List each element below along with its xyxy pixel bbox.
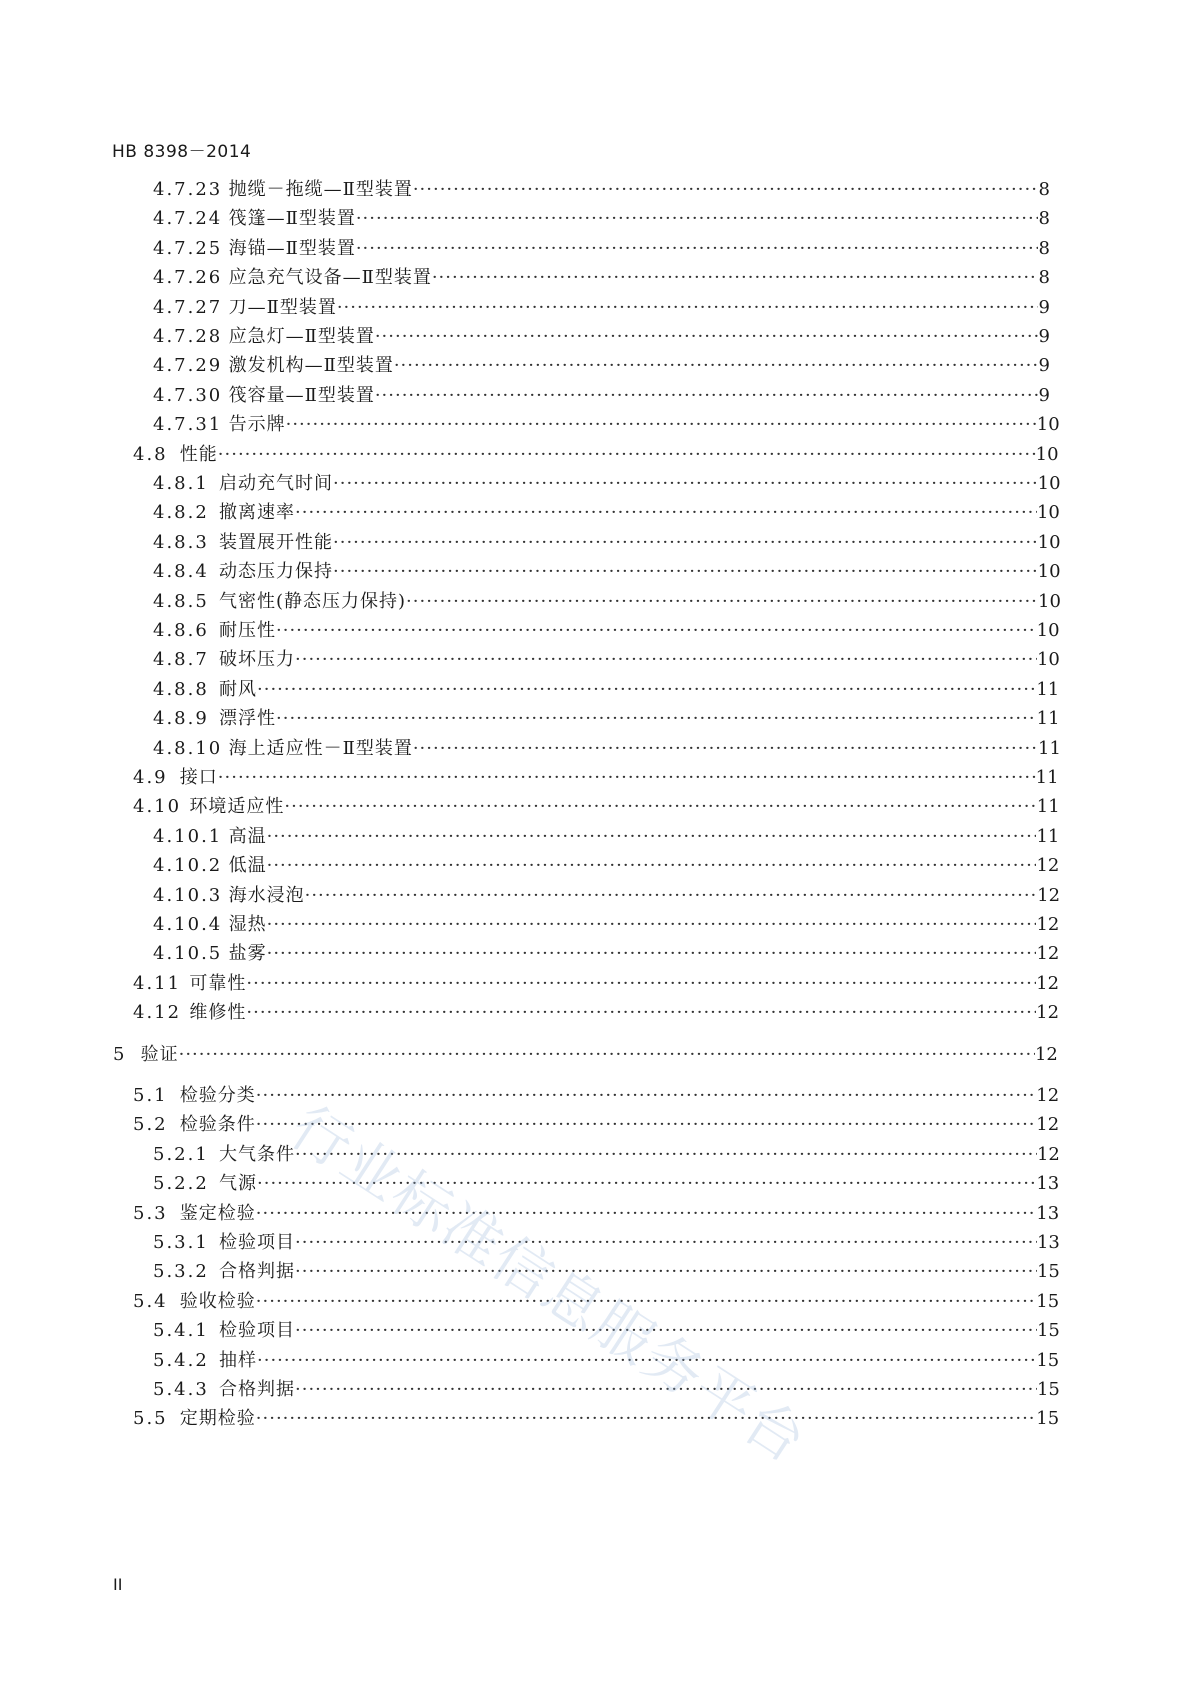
toc-entry[interactable] (0, 825, 1190, 849)
toc-entry[interactable] (0, 766, 1190, 790)
toc-entry-number: 4.8.7 (153, 649, 209, 670)
toc-leader-dots (337, 296, 1038, 320)
toc-entry-number: 4.10.1 (153, 826, 223, 847)
toc-leader-dots (375, 325, 1038, 349)
toc-entry[interactable] (0, 972, 1190, 996)
toc-entry-number: 4.10.2 (153, 855, 223, 876)
toc-entry[interactable] (0, 648, 1190, 672)
toc-entry-number: 4.8.2 (153, 502, 209, 523)
toc-entry-page: 8 (1038, 179, 1050, 200)
toc-leader-dots (305, 884, 1038, 908)
toc-entry[interactable] (0, 884, 1190, 908)
toc-entry-title: 检验条件 (179, 1114, 256, 1135)
toc-entry-title: 盐雾 (228, 943, 267, 964)
toc-entry[interactable] (0, 1143, 1190, 1167)
toc-entry-page: 10 (1038, 591, 1061, 612)
toc-entry[interactable] (0, 472, 1190, 496)
toc-entry-page: 12 (1036, 855, 1060, 876)
toc-leader-dots (256, 1290, 1037, 1314)
toc-entry-number: 5.1 (133, 1085, 168, 1106)
toc-entry-page: 12 (1036, 943, 1060, 964)
toc-entry-title: 海水浸泡 (228, 885, 305, 906)
toc-entry-number: 4.10.3 (153, 885, 223, 906)
toc-leader-dots (432, 266, 1038, 290)
toc-entry[interactable] (0, 942, 1190, 966)
toc-entry-number: 5.5 (133, 1408, 168, 1429)
toc-entry-number: 4.10.5 (153, 943, 223, 964)
toc-entry[interactable] (0, 560, 1190, 584)
toc-entry-title: 检验项目 (219, 1320, 295, 1341)
toc-entry-page: 8 (1038, 208, 1050, 229)
toc-entry-title: 性能 (179, 444, 218, 465)
toc-entry-number: 4.7.27 (153, 297, 223, 318)
toc-entry-page: 11 (1038, 738, 1061, 759)
toc-entry[interactable] (0, 590, 1190, 614)
toc-leader-dots (218, 766, 1036, 790)
toc-entry[interactable] (0, 913, 1190, 937)
toc-entry-page: 13 (1036, 1232, 1060, 1253)
toc-entry-page: 12 (1036, 973, 1060, 994)
toc-entry-title: 装置展开性能 (219, 532, 333, 553)
toc-leader-dots (276, 619, 1037, 643)
toc-entry-title: 低温 (228, 855, 267, 876)
toc-leader-dots (356, 207, 1038, 231)
toc-entry[interactable] (0, 1349, 1190, 1373)
toc-leader-dots (267, 854, 1037, 878)
toc-entry-number: 4.9 (133, 767, 168, 788)
toc-entry-title: 破坏压力 (219, 649, 295, 670)
toc-entry-title: 漂浮性 (219, 708, 276, 729)
toc-entry-number: 4.7.26 (153, 267, 223, 288)
toc-leader-dots (295, 1231, 1037, 1255)
toc-entry-number: 4.8.6 (153, 620, 209, 641)
toc-leader-dots (246, 1001, 1036, 1025)
toc-entry[interactable] (0, 1202, 1190, 1226)
toc-entry-page: 11 (1036, 796, 1060, 817)
toc-entry-title: 抽样 (219, 1350, 257, 1371)
toc-leader-dots (256, 1113, 1037, 1137)
toc-entry-page: 11 (1035, 767, 1059, 788)
toc-leader-dots (295, 1260, 1037, 1284)
toc-entry[interactable] (0, 1319, 1190, 1343)
toc-entry-title: 湿热 (228, 914, 267, 935)
toc-entry[interactable] (0, 325, 1190, 349)
toc-entry[interactable] (0, 266, 1190, 290)
toc-entry-page: 15 (1036, 1261, 1060, 1282)
toc-leader-dots (394, 354, 1038, 378)
toc-entry-title: 大气条件 (219, 1144, 295, 1165)
document-code-header: HB 8398－2014 (112, 142, 252, 162)
toc-leader-dots (256, 1202, 1037, 1226)
toc-entry-page: 9 (1038, 326, 1050, 347)
toc-entry[interactable] (0, 619, 1190, 643)
toc-entry[interactable] (0, 443, 1190, 467)
toc-entry-page: 11 (1036, 826, 1060, 847)
toc-entry[interactable] (0, 1113, 1190, 1137)
toc-leader-dots (333, 472, 1038, 496)
toc-leader-dots (218, 443, 1036, 467)
toc-entry-page: 15 (1036, 1408, 1060, 1429)
toc-entry-number: 4.8.1 (153, 473, 209, 494)
toc-entry-number: 4.7.31 (153, 414, 223, 435)
toc-entry-page: 11 (1036, 708, 1060, 729)
toc-leader-dots (257, 1172, 1036, 1196)
toc-entry[interactable] (0, 1172, 1190, 1196)
toc-entry-title: 筏容量—Ⅱ型装置 (228, 385, 375, 406)
toc-entry-number: 4.7.28 (153, 326, 223, 347)
toc-leader-dots (257, 1349, 1036, 1373)
toc-entry-title: 告示牌 (228, 414, 286, 435)
toc-leader-dots (284, 795, 1036, 819)
toc-entry-title: 海锚—Ⅱ型装置 (228, 238, 356, 259)
toc-leader-dots (179, 1043, 1035, 1067)
toc-leader-dots (295, 1378, 1037, 1402)
toc-entry[interactable] (0, 854, 1190, 878)
toc-entry-page: 12 (1037, 885, 1061, 906)
toc-entry-number: 4.12 (133, 1002, 182, 1023)
toc-entry-number: 5.3.2 (153, 1261, 209, 1282)
toc-entry[interactable] (0, 1043, 1190, 1067)
toc-leader-dots (375, 384, 1038, 408)
toc-entry[interactable] (0, 237, 1190, 261)
toc-leader-dots (256, 1084, 1037, 1108)
toc-entry-page: 12 (1036, 1144, 1060, 1165)
toc-entry-page: 12 (1036, 1002, 1060, 1023)
toc-entry-title: 高温 (228, 826, 267, 847)
toc-entry[interactable] (0, 1231, 1190, 1255)
toc-entry-title: 维修性 (189, 1002, 247, 1023)
toc-entry-number: 4.8 (133, 444, 168, 465)
toc-entry-number: 5.2 (133, 1114, 168, 1135)
toc-entry-title: 耐风 (219, 679, 257, 700)
toc-entry-title: 环境适应性 (189, 796, 285, 817)
toc-entry-title: 气密性(静态压力保持) (219, 591, 407, 612)
toc-entry[interactable] (0, 1084, 1190, 1108)
toc-leader-dots (413, 178, 1038, 202)
toc-entry-number: 4.7.24 (153, 208, 223, 229)
toc-entry-page: 15 (1036, 1350, 1060, 1371)
toc-entry[interactable] (0, 1001, 1190, 1025)
page-number-footer: II (113, 1575, 123, 1594)
toc-entry[interactable] (0, 795, 1190, 819)
toc-entry-number: 4.7.25 (153, 238, 223, 259)
toc-entry-page: 9 (1038, 297, 1050, 318)
toc-entry-title: 启动充气时间 (219, 473, 333, 494)
toc-entry[interactable] (0, 678, 1190, 702)
toc-leader-dots (333, 531, 1038, 555)
toc-entry-number: 4.7.30 (153, 385, 223, 406)
toc-entry-title: 可靠性 (189, 973, 247, 994)
toc-entry-number: 4.11 (133, 973, 182, 994)
toc-entry-page: 8 (1038, 238, 1050, 259)
toc-entry-number: 4.7.29 (153, 355, 223, 376)
toc-entry-number: 4.8.5 (153, 591, 209, 612)
toc-entry-number: 5.3 (133, 1203, 168, 1224)
toc-entry-title: 筏篷—Ⅱ型装置 (228, 208, 356, 229)
toc-leader-dots (267, 942, 1037, 966)
toc-leader-dots (295, 1319, 1037, 1343)
toc-entry-title: 定期检验 (179, 1408, 256, 1429)
toc-entry-page: 12 (1034, 1044, 1058, 1065)
toc-entry-page: 10 (1036, 620, 1060, 641)
toc-entry-number: 5.2.2 (153, 1173, 209, 1194)
toc-entry-page: 10 (1036, 502, 1060, 523)
toc-entry-title: 鉴定检验 (179, 1203, 256, 1224)
toc-entry-page: 15 (1036, 1320, 1060, 1341)
toc-entry-page: 9 (1038, 355, 1050, 376)
toc-entry[interactable] (0, 501, 1190, 525)
toc-entry-title: 检验分类 (179, 1085, 256, 1106)
toc-entry-title: 检验项目 (219, 1232, 295, 1253)
toc-leader-dots (257, 678, 1036, 702)
toc-entry-number: 5.4.3 (153, 1379, 209, 1400)
toc-entry-title: 接口 (179, 767, 218, 788)
toc-entry[interactable] (0, 1407, 1190, 1431)
toc-entry-page: 10 (1037, 532, 1061, 553)
toc-entry-page: 15 (1036, 1379, 1060, 1400)
watermark-text: 行业标准信息服务平台 (278, 1092, 820, 1477)
toc-entry[interactable] (0, 1378, 1190, 1402)
toc-entry-page: 10 (1036, 649, 1060, 670)
toc-entry-number: 5.4.1 (153, 1320, 209, 1341)
toc-leader-dots (413, 737, 1038, 761)
toc-entry-number: 5.4 (133, 1291, 168, 1312)
toc-entry-title: 气源 (219, 1173, 257, 1194)
toc-entry[interactable] (0, 178, 1190, 202)
toc-entry-page: 13 (1036, 1173, 1060, 1194)
toc-leader-dots (295, 648, 1037, 672)
toc-entry-title: 动态压力保持 (219, 561, 333, 582)
toc-entry-page: 10 (1037, 561, 1061, 582)
toc-entry[interactable] (0, 413, 1190, 437)
toc-entry-title: 刀—Ⅱ型装置 (228, 297, 337, 318)
toc-entry-title: 应急充气设备—Ⅱ型装置 (228, 267, 432, 288)
toc-entry-title: 海上适应性－Ⅱ型装置 (228, 738, 413, 759)
toc-entry-page: 12 (1036, 1114, 1060, 1135)
toc-entry-page: 13 (1036, 1203, 1060, 1224)
toc-entry-page: 9 (1038, 385, 1050, 406)
toc-leader-dots (333, 560, 1038, 584)
toc-entry-number: 4.10.4 (153, 914, 223, 935)
toc-entry-number: 5.3.1 (153, 1232, 209, 1253)
toc-entry-page: 10 (1035, 444, 1059, 465)
toc-entry[interactable] (0, 1260, 1190, 1284)
toc-leader-dots (406, 590, 1038, 614)
toc-entry-title: 抛缆－拖缆—Ⅱ型装置 (228, 179, 413, 200)
toc-entry-page: 11 (1036, 679, 1060, 700)
toc-leader-dots (256, 1407, 1037, 1431)
toc-entry[interactable] (0, 707, 1190, 731)
toc-entry[interactable] (0, 207, 1190, 231)
toc-entry-title: 激发机构—Ⅱ型装置 (228, 355, 394, 376)
toc-entry-page: 12 (1036, 914, 1060, 935)
toc-leader-dots (246, 972, 1036, 996)
toc-leader-dots (295, 501, 1037, 525)
toc-entry-number: 5.4.2 (153, 1350, 209, 1371)
toc-entry-number: 4.8.9 (153, 708, 209, 729)
toc-entry-page: 10 (1036, 414, 1060, 435)
toc-entry-title: 撤离速率 (219, 502, 295, 523)
toc-entry-title: 合格判据 (219, 1261, 295, 1282)
toc-entry-page: 8 (1038, 267, 1050, 288)
toc-entry-title: 合格判据 (219, 1379, 295, 1400)
toc-entry-page: 12 (1036, 1085, 1060, 1106)
toc-entry-title: 验收检验 (179, 1291, 256, 1312)
toc-entry-number: 4.8.8 (153, 679, 209, 700)
toc-entry-number: 4.8.10 (153, 738, 223, 759)
toc-leader-dots (356, 237, 1038, 261)
toc-leader-dots (295, 1143, 1037, 1167)
toc-leader-dots (286, 413, 1037, 437)
toc-entry-number: 4.8.4 (153, 561, 209, 582)
toc-entry[interactable] (0, 296, 1190, 320)
toc-entry-number: 4.7.23 (153, 179, 223, 200)
toc-entry-title: 耐压性 (219, 620, 276, 641)
toc-entry-number: 5.2.1 (153, 1144, 209, 1165)
toc-entry-number: 4.10 (133, 796, 182, 817)
toc-entry-title: 应急灯—Ⅱ型装置 (228, 326, 375, 347)
toc-entry-number: 5 (113, 1044, 127, 1065)
toc-leader-dots (267, 913, 1037, 937)
toc-leader-dots (267, 825, 1037, 849)
toc-entry[interactable] (0, 1290, 1190, 1314)
toc-entry-title: 验证 (140, 1044, 179, 1065)
toc-entry-number: 4.8.3 (153, 532, 209, 553)
toc-entry[interactable] (0, 737, 1190, 761)
toc-entry[interactable] (0, 531, 1190, 555)
toc-leader-dots (276, 707, 1037, 731)
toc-entry[interactable] (0, 384, 1190, 408)
toc-entry[interactable] (0, 354, 1190, 378)
toc-entry-page: 15 (1036, 1291, 1060, 1312)
toc-entry-page: 10 (1037, 473, 1061, 494)
